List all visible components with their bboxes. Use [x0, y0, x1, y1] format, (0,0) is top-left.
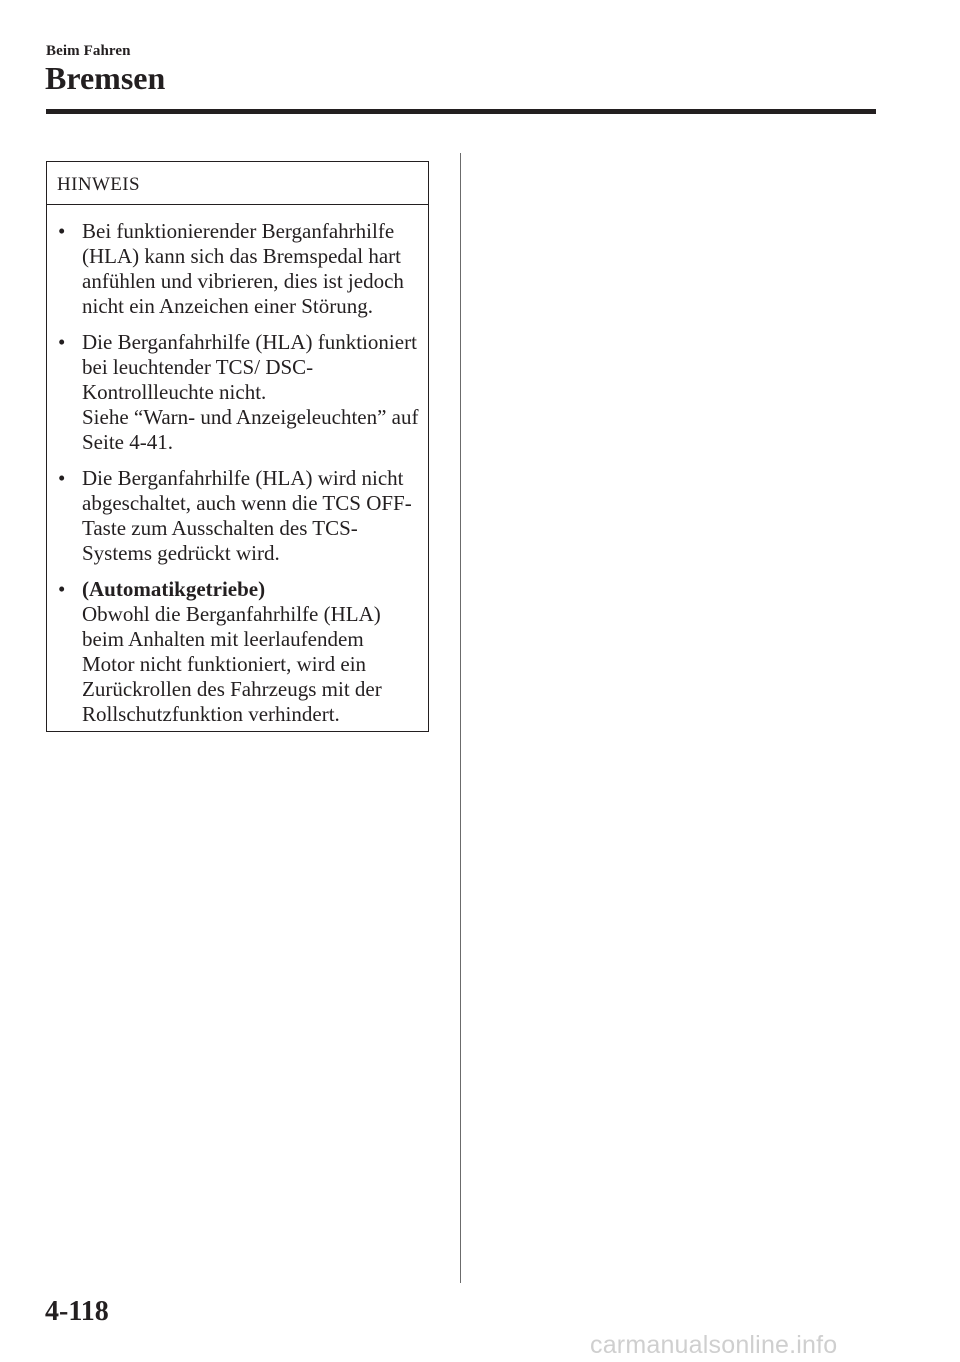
note-item-text: Obwohl die Berganfahrhilfe (HLA) beim Anhalten mit leerlaufendem Motor nicht funktioniert, wird ein Zurückrollen des Fahrzeugs mit der Rollschutzfunktion verhindert.: [82, 602, 382, 726]
note-item-text: Die Berganfahrhilfe (HLA) wird nicht abgeschaltet, auch wenn die TCS OFF-Taste zum Ausschalten des TCS-Systems gedrückt wird.: [82, 466, 412, 565]
note-item-text: Bei funktionierender Berganfahrhilfe (HLA) kann sich das Bremspedal hart anfühlen und vibrieren, dies ist jedoch nicht ein Anzeichen einer Störung.: [82, 219, 404, 318]
note-box: [46, 161, 429, 732]
note-item-text: Die Berganfahrhilfe (HLA) funktioniert bei leuchtender TCS/ DSC-Kontrollleuchte nicht. Siehe “Warn- und Anzeigeleuchten” auf Seite 4-41.: [82, 330, 419, 454]
page-number: 4-118: [45, 1296, 109, 1327]
section-label: Beim Fahren: [46, 43, 131, 59]
bullet-icon: •: [58, 330, 66, 354]
column-divider: [460, 153, 461, 1283]
title-rule: [46, 109, 876, 114]
bullet-icon: •: [58, 219, 66, 243]
note-item: [57, 466, 420, 566]
note-item: [57, 577, 420, 727]
note-item: [57, 219, 420, 319]
note-list: [47, 205, 428, 727]
bullet-icon: •: [58, 466, 66, 490]
page-title: Bremsen: [45, 60, 166, 96]
note-item-lead: (Automatikgetriebe): [82, 577, 266, 601]
bullet-icon: •: [58, 577, 66, 601]
note-item: [57, 330, 420, 455]
note-heading: HINWEIS: [47, 162, 428, 205]
watermark: carmanualsonline.info: [590, 1331, 838, 1359]
